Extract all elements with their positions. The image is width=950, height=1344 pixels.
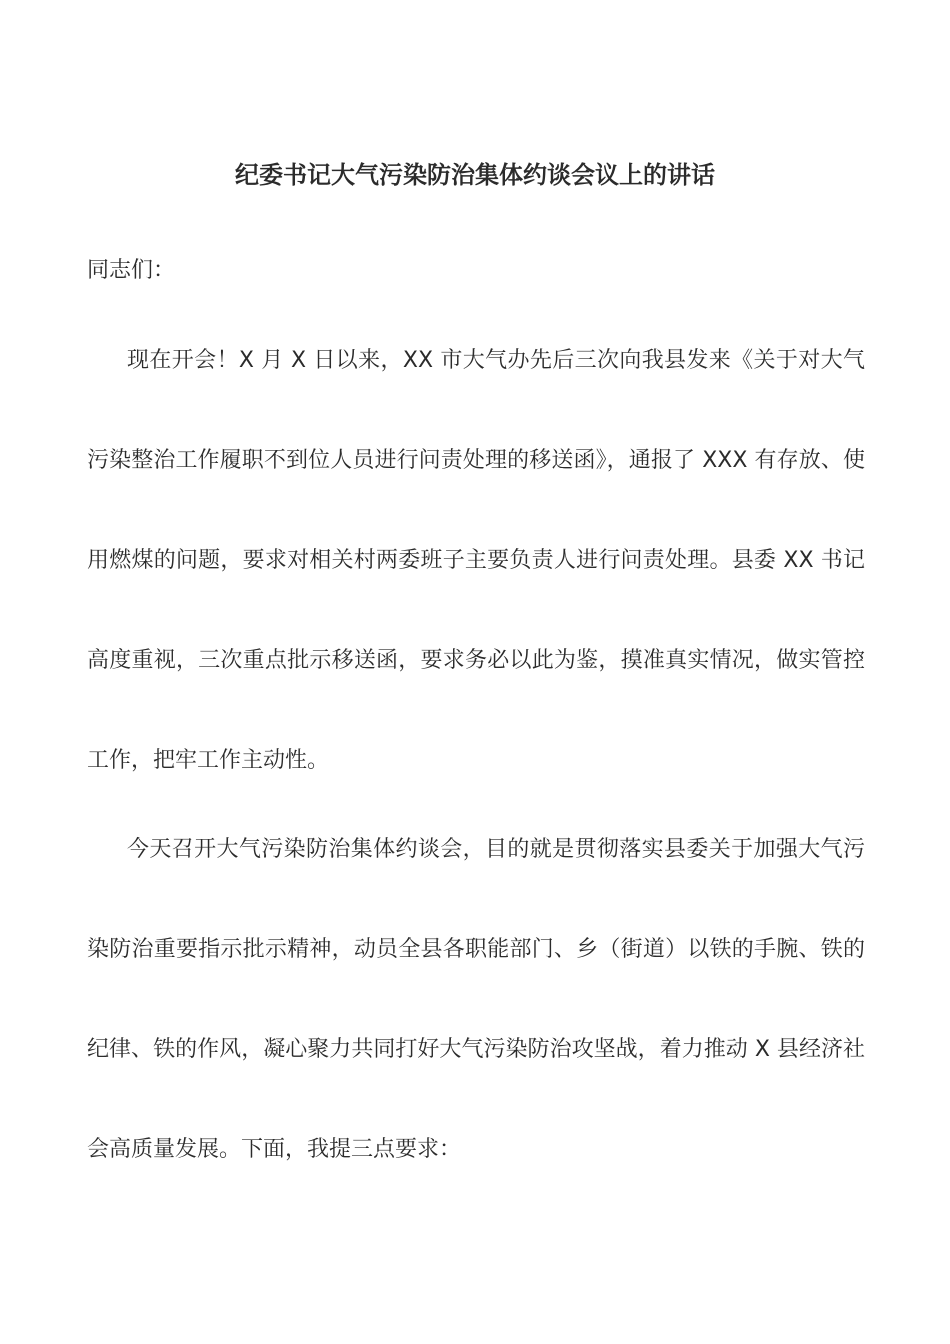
- paragraph-2: 今天召开大气污染防治集体约谈会，目的就是贯彻落实县委关于加强大气污染防治重要指示批示精神，动员全县各职能部门、乡（街道）以铁的手腕、铁的纪律、铁的作风，凝心聚力共同打好大气污染防治攻坚战，着力推动 X 县经济社会高质量发展。下面，我提三点要求：: [87, 837, 865, 1162]
- salutation: 同志们：: [87, 258, 176, 283]
- paragraph-1: 现在开会！X 月 X 日以来，XX 市大气办先后三次向我县发来《关于对大气污染整治工作履职不到位人员进行问责处理的移送函》，通报了 XXX 有存放、使用燃煤的问题，要求对相关村两委班子主要负责人进行问责处理。县委 XX 书记高度重视，三次重点批示移送函，要求务必以此为鉴，摸准真实情况，做实管控工作，把牢工作主动性。: [87, 348, 865, 773]
- document-title: 纪委书记大气污染防治集体约谈会议上的讲话: [235, 161, 715, 189]
